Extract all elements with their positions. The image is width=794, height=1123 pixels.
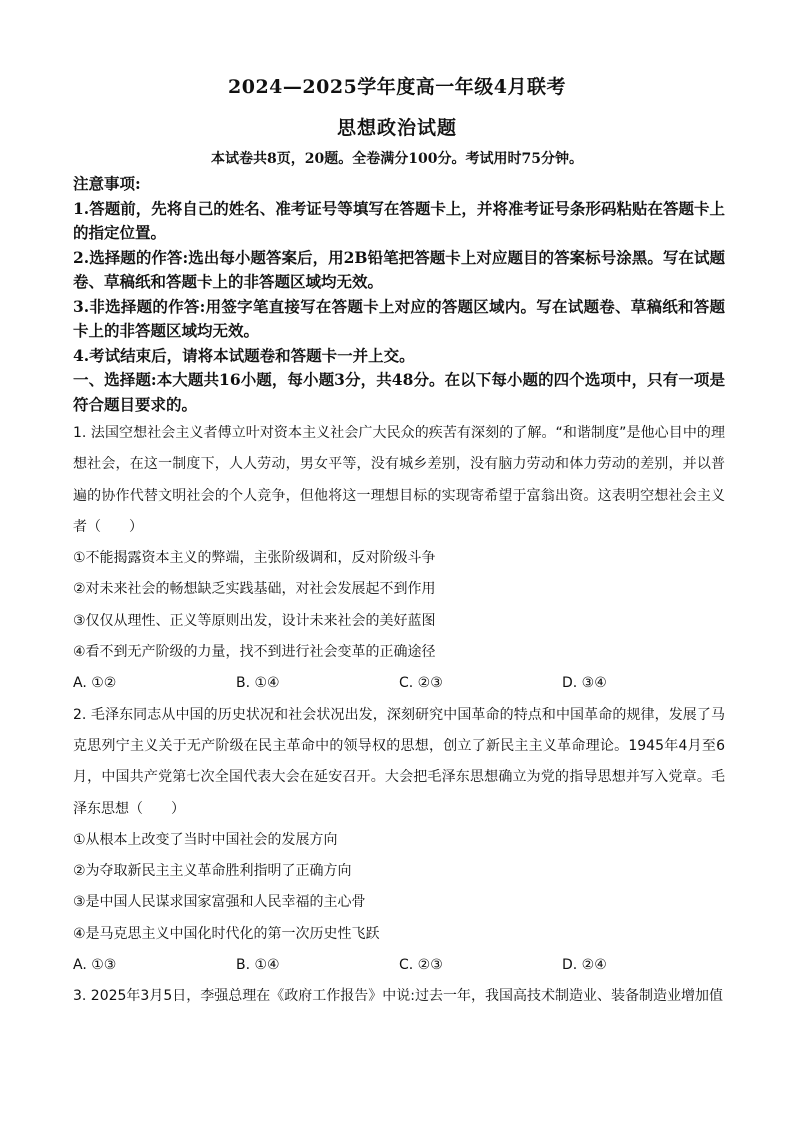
notice-item: 4.考试结束后，请将本试题卷和答题卡一并上交。 [73,345,415,365]
notice-item: 2.选择题的作答:选出每小题答案后，用2B铅笔把答题卡上对应题目的答案标号涂黑。写在试题卷、草稿纸和答题卡上的非答题区域均无效。 [73,247,725,291]
answer-options [73,950,725,981]
answer-option-c: C. ②③ [399,957,443,974]
answer-option-d: D. ③④ [562,675,607,692]
question-statement: ②为夺取新民主主义革命胜利指明了正确方向 [73,863,352,880]
question-statement: ②对未来社会的畅想缺乏实践基础，对社会发展起不到作用 [73,581,436,598]
question-statement: ④是马克思主义中国化时代化的第一次历史性飞跃 [73,925,380,942]
exam-title: 2024—2025学年度高一年级4月联考 [228,76,566,98]
notice-section [73,172,725,417]
notice-item: 1.答题前，先将自己的姓名、准考证号等填写在答题卡上，并将准考证号条形码粘贴在答题卡上的指定位置。 [73,198,725,242]
exam-subject-title: 思想政治试题 [336,117,457,139]
answer-option-d: D. ②④ [562,957,607,974]
answer-option-a: A. ①③ [73,957,117,974]
question-stem: 1. 法国空想社会主义者傅立叶对资本主义社会广大民众的疾苦有深刻的了解。“和谐制度”是他心目中的理想社会，在这一制度下，人人劳动，男女平等，没有城乡差别，没有脑力劳动和体力劳动的差别，并以普遍的协作代替文明社会的个人竞争，但他将这一理想目标的实现寄希望于富翁出资。这表明空想社会主义者（ ） [73,425,725,535]
answer-option-a: A. ①② [73,675,117,692]
notice-heading: 注意事项: [73,174,141,193]
answer-option-c: C. ②③ [399,675,443,692]
exam-info: 本试卷共8页，20题。全卷满分100分。考试用时75分钟。 [211,151,583,167]
notice-item: 3.非选择题的作答:用签字笔直接写在答题卡上对应的答题区域内。写在试题卷、草稿纸和答题卡上的非答题区域均无效。 [73,296,725,340]
question-statement: ③是中国人民谋求国家富强和人民幸福的主心骨 [73,894,366,911]
section-heading: 一、选择题:本大题共16小题，每小题3分，共48分。在以下每小题的四个选项中，只有一项是符合题目要求的。 [73,370,725,414]
question-stem: 3. 2025年3月5日，李强总理在《政府工作报告》中说:过去一年，我国高技术制造业、装备制造业增加值 [73,988,723,1005]
question-statement: ①从根本上改变了当时中国社会的发展方向 [73,831,338,848]
question-statement: ①不能揭露资本主义的弊端，主张阶级调和，反对阶级斗争 [73,550,436,567]
question-stem: 2. 毛泽东同志从中国的历史状况和社会状况出发，深刻研究中国革命的特点和中国革命的规律，发展了马克思列宁主义关于无产阶级在民主革命中的领导权的思想，创立了新民主主义革命理论。1945年4月至6月，中国共产党第七次全国代表大会在延安召开。大会把毛泽东思想确立为党的指导思想并写入党章。毛泽东思想（ ） [73,706,725,817]
answer-option-b: B. ①④ [236,675,280,692]
question-statement: ③仅仅从理性、正义等原则出发，设计未来社会的美好蓝图 [73,612,436,629]
question-statement: ④看不到无产阶级的力量，找不到进行社会变革的正确途径 [73,644,436,661]
answer-option-b: B. ①④ [236,957,280,974]
questions-section [73,418,725,1013]
answer-options [73,668,725,699]
